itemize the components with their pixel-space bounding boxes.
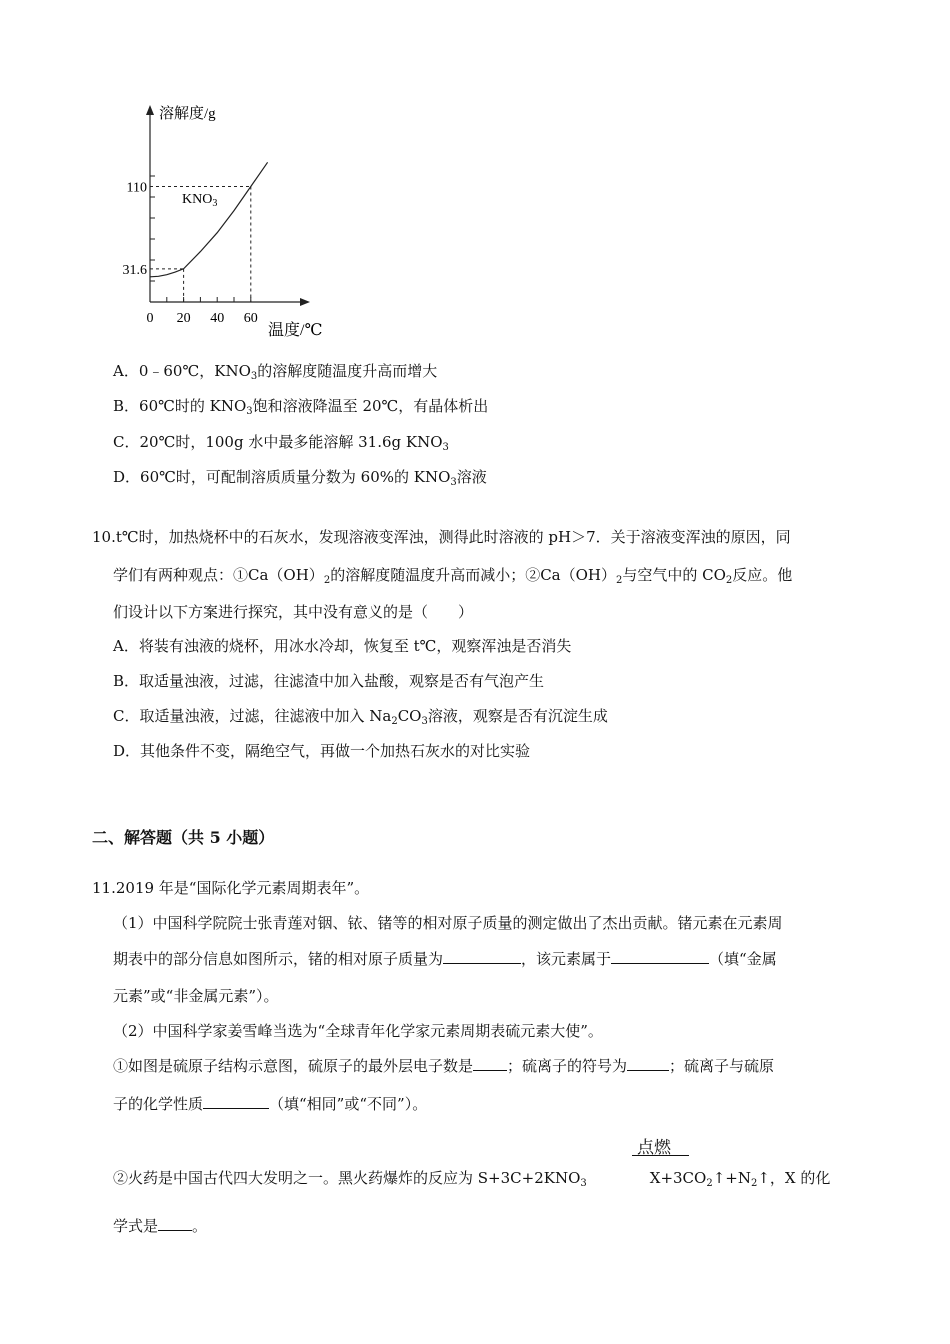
x-tick-label: 40 [210,311,225,326]
q9-option-d[interactable]: D．60℃时，可配制溶质质量分数为 60%的 $KNO_3$溶液 [113,468,487,488]
q10-option-d[interactable]: D．其他条件不变，隔绝空气，再做一个加热石灰水的对比实验 [113,742,531,760]
chart-axes [146,105,310,306]
kno3-curve [150,162,268,276]
y-axis-arrow [146,105,154,115]
q10-option-c[interactable]: C．取适量浊液，过滤，往滤液中加入 $Na_2CO_3$溶液，观察是否有沉淀生成 [113,707,608,727]
answer-blank-chem-property[interactable] [203,1094,269,1109]
section-2-heading: 二、解答题（共 5 小题） [92,828,275,847]
q10-stem-line-1: 10.t℃时，加热烧杯中的石灰水，发现溶液变浑浊，测得此时溶液的 pH＞7．关于溶液变浑浊的原因，同 [92,528,791,546]
q10-option-b[interactable]: B．取适量浊液，过滤，往滤渣中加入盐酸，观察是否有气泡产生 [113,672,545,690]
q11-part2-q1-line-2: 子的化学性质 （填“相同”或“不同”）。 [113,1095,428,1113]
y-tick-labels [123,181,148,278]
reaction-arrow-line [632,1155,689,1156]
x-axis-arrow [300,298,310,306]
reaction-condition-ignite: 点燃 [637,1138,671,1158]
series-label: $KNO_3$ [182,192,218,209]
q9-option-c[interactable]: C．20℃时，100g 水中最多能溶解 31.6g $KNO_3$ [113,433,449,453]
y-tick-label: 110 [126,180,147,196]
x-tick-label: 60 [243,311,258,326]
q11-part1-line-1: （1）中国科学院院士张青莲对铟、铱、锗等的相对原子质量的测定做出了杰出贡献。锗元素在元素周 [113,914,783,932]
q10-option-a[interactable]: A．将装有浊液的烧杯，用冰水冷却，恢复至 t℃，观察浑浊是否消失 [113,637,572,655]
y-tick-label: 31.6 [122,262,147,278]
q10-stem-line-3: 们设计以下方案进行探究，其中没有意义的是（ ） [113,603,474,621]
answer-blank-atomic-mass[interactable] [443,949,521,964]
answer-blank-sulfide-ion[interactable] [627,1056,669,1071]
x-tick-labels [147,311,258,326]
y-axis-label: 溶解度/g [159,106,216,122]
q11-part2-line: （2）中国科学家姜雪峰当选为“全球青年化学家元素周期表硫元素大使”。 [113,1022,603,1040]
q11-part1-line-2: 期表中的部分信息如图所示，锗的相对原子质量为 ，该元素属于 （填“金属 [113,950,777,968]
x-tick-label: 0 [146,311,154,326]
x-tick-label: 20 [176,311,191,326]
answer-blank-element-type[interactable] [611,949,709,964]
q11-stem: 11.2019 年是“国际化学元素周期表年”。 [92,879,370,897]
q9-option-a[interactable]: A．0﹣60℃，$KNO_3$的溶解度随温度升高而增大 [113,362,438,382]
q11-part1-line-3: 元素”或“非金属元素”）。 [113,987,279,1005]
x-axis-label: 温度/℃ [268,322,323,339]
q11-part2-q1-line-1: ①如图是硫原子结构示意图，硫原子的最外层电子数是 ；硫离子的符号为 ；硫离子与硫原 [113,1057,775,1075]
q9-option-b[interactable]: B．60℃时的 $KNO_3$饱和溶液降温至 20℃，有晶体析出 [113,397,489,417]
answer-blank-outer-electrons[interactable] [473,1056,507,1071]
kno3-solubility-chart [110,95,330,340]
q10-stem-line-2: 学们有两种观点：$①Ca(OH)_2$的溶解度随温度升高而减小；$②Ca(OH)_2$与空气中的 $CO_2$反应。他 [113,566,793,586]
answer-blank-x-formula[interactable] [158,1216,192,1231]
q11-part2-q2-line-1: ②火药是中国古代四大发明之一。黑火药爆炸的反应为 $S+3C+2KNO_3$ $X+3CO_2↑+N_2↑$，X 的化 [113,1169,831,1189]
q11-part2-q2-line-2: 学式是 。 [113,1217,208,1235]
